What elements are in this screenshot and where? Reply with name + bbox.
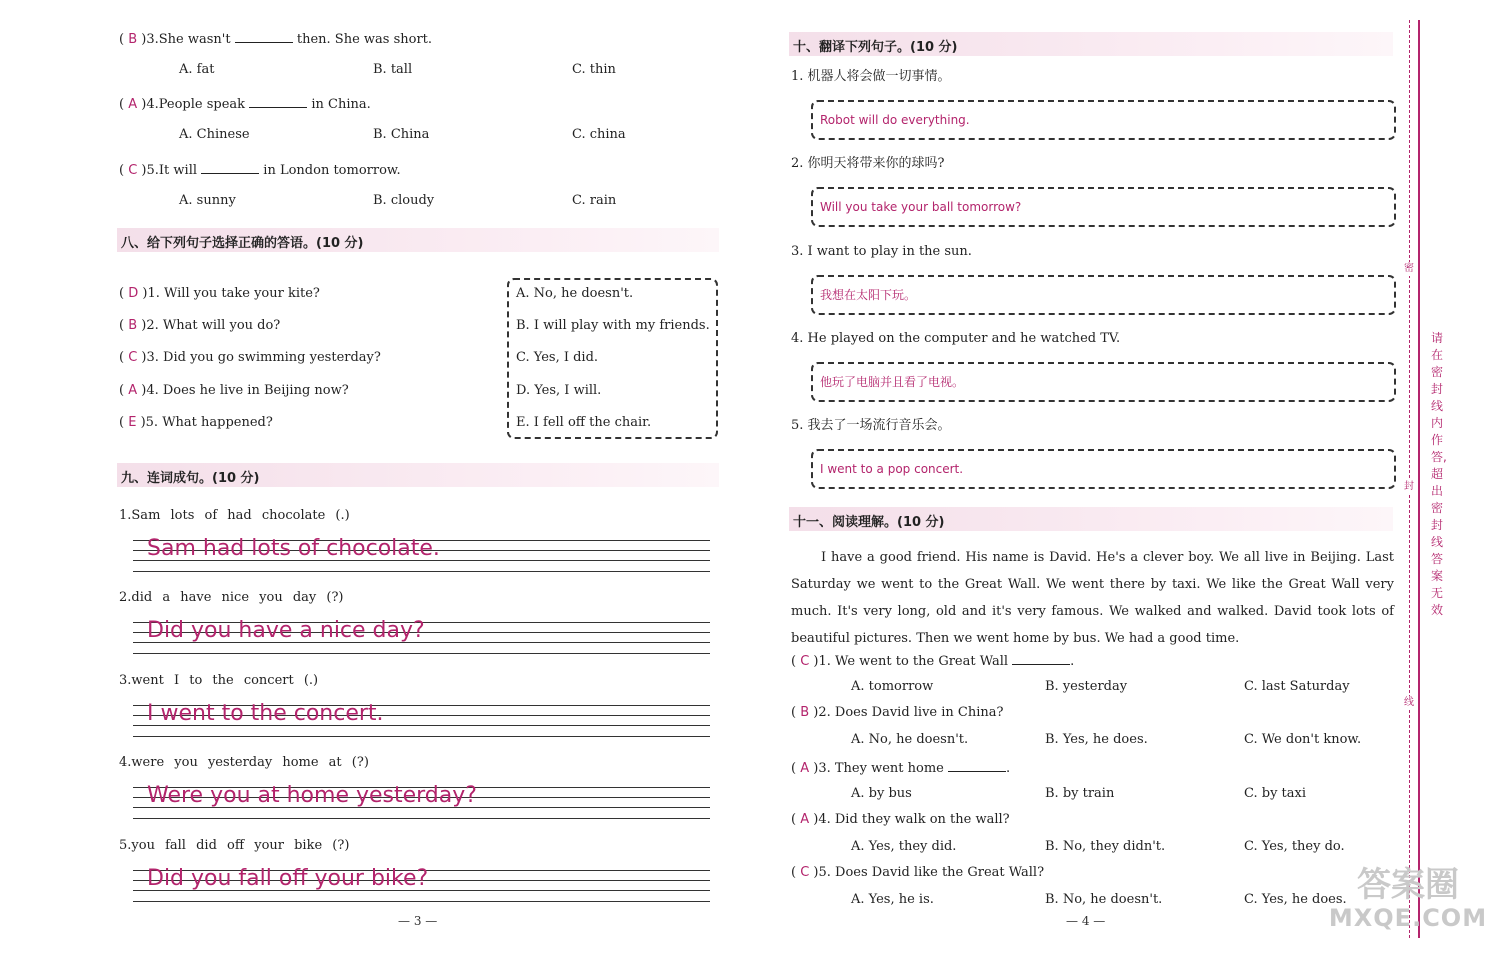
question-text: 3. Did you go swimming yesterday? — [146, 350, 381, 365]
match-question: ( D )1. Will you take your kite? — [119, 286, 320, 301]
question-text: 5. Does David like the Great Wall? — [818, 865, 1045, 880]
answer-letter: B — [128, 318, 138, 333]
translation-answer: Will you take your ball tomorrow? — [820, 200, 1022, 214]
scrambled-words: were you yesterday home at (?) — [131, 755, 369, 770]
reading-question: ( C )5. Does David like the Great Wall? — [791, 865, 1045, 880]
option: B. No, he doesn't. — [1045, 892, 1163, 907]
option: B. No, they didn't. — [1045, 839, 1166, 854]
question-text: 5. What happened? — [145, 415, 273, 430]
translate-prompt: 1. 机器人将会做一切事情。 — [791, 69, 951, 84]
option: A. fat — [179, 62, 215, 77]
question-end: . — [1006, 761, 1011, 776]
answer-letter: C — [800, 865, 810, 880]
reading-question: ( A )3. They went home . — [791, 761, 1011, 776]
answer-blank — [201, 161, 259, 174]
option: A. Chinese — [179, 127, 250, 142]
option: A. tomorrow — [851, 679, 934, 694]
option: A. Yes, they did. — [851, 839, 957, 854]
page-number: — 3 — — [398, 914, 438, 928]
answer-option: E. I fell off the chair. — [516, 415, 652, 430]
answer-letter: B — [800, 705, 810, 720]
answer-option: B. I will play with my friends. — [516, 318, 710, 333]
question-number: 4. — [146, 97, 159, 112]
passage-text: I have a good friend. His name is David. He's a clever boy. We all live in Beijing. Last Saturday we went to the Great Wall. We went there by taxi. We like the Great Wall very much. It's very long, old and it's very famous. We walked and walked. David took lots of beautiful pictures. Then we went home by bus. We had a good time. — [791, 550, 1394, 646]
seal-line — [1409, 20, 1410, 938]
translate-prompt: 5. 我去了一场流行音乐会。 — [791, 418, 951, 433]
translate-prompt: 4. He played on the computer and he watched TV. — [791, 331, 1121, 346]
section-9-header — [117, 463, 719, 487]
answer-blank — [249, 95, 307, 108]
question-number: 2. — [119, 590, 132, 605]
question-text-post: in London tomorrow. — [263, 163, 401, 178]
option: B. Yes, he does. — [1045, 732, 1148, 747]
question-text-pre: People speak — [158, 97, 246, 112]
translation-answer: Robot will do everything. — [820, 113, 970, 127]
option: C. rain — [572, 193, 617, 208]
writing-lines — [133, 618, 710, 656]
section-11-header — [789, 507, 1393, 531]
option: A. by bus — [851, 786, 912, 801]
option: C. Yes, they do. — [1244, 839, 1345, 854]
option: C. china — [572, 127, 626, 142]
question-text: 2. Does David live in China? — [818, 705, 1004, 720]
answer-option: C. Yes, I did. — [516, 350, 599, 365]
scrambled-words: did a have nice you day (?) — [131, 590, 344, 605]
page-number: — 4 — — [1066, 914, 1106, 928]
scrambled-words: went I to the concert (.) — [131, 673, 319, 688]
answer-blank — [1012, 652, 1070, 665]
option: C. We don't know. — [1244, 732, 1362, 747]
word-order-prompt — [119, 590, 344, 606]
answer-letter: E — [128, 415, 137, 430]
answer-letter: A — [800, 812, 810, 827]
watermark-line1: 答案圈 — [1357, 865, 1459, 905]
scrambled-words: you fall did off your bike (?) — [131, 838, 350, 853]
question-text-post: in China. — [311, 97, 371, 112]
match-question: ( E )5. What happened? — [119, 415, 273, 430]
question-number: 3. — [146, 32, 159, 47]
question-number: 5. — [119, 838, 132, 853]
handwritten-answer: Were you at home yesterday? — [147, 783, 477, 808]
option: A. Yes, he is. — [851, 892, 934, 907]
match-question: ( C )3. Did you go swimming yesterday? — [119, 350, 381, 365]
handwritten-answer: Sam had lots of chocolate. — [147, 536, 440, 561]
answer-letter: A — [128, 383, 138, 398]
word-order-prompt — [119, 673, 318, 689]
answer-option: D. Yes, I will. — [516, 383, 602, 398]
section-title: 十、翻译下列句子。(10 分) — [793, 40, 958, 55]
question-number: 1. — [119, 508, 132, 523]
match-question: ( B )2. What will you do? — [119, 318, 281, 333]
question-text: 1. We went to the Great Wall — [818, 654, 1009, 669]
option: B. China — [373, 127, 430, 142]
question-number: 3. — [119, 673, 132, 688]
option: B. cloudy — [373, 193, 435, 208]
option: C. Yes, he does. — [1244, 892, 1347, 907]
section-8-header — [117, 228, 719, 252]
option: B. by train — [1045, 786, 1115, 801]
option: A. No, he doesn't. — [851, 732, 969, 747]
question-end: . — [1070, 654, 1075, 669]
question-text: 2. What will you do? — [146, 318, 281, 333]
answer-letter: A — [128, 97, 138, 112]
question-text: 4. Did they walk on the wall? — [818, 812, 1010, 827]
word-order-prompt — [119, 508, 350, 524]
match-question: ( A )4. Does he live in Beijing now? — [119, 383, 349, 398]
section-title: 十一、阅读理解。(10 分) — [793, 515, 945, 530]
writing-lines — [133, 536, 710, 574]
scrambled-words: Sam lots of had chocolate (.) — [131, 508, 350, 523]
watermark-line2: MXQE.COM — [1328, 904, 1488, 932]
option: C. by taxi — [1244, 786, 1307, 801]
mc-question: ( C )5.It will in London tomorrow. — [119, 163, 401, 178]
question-number: 5. — [146, 163, 159, 178]
option: B. yesterday — [1045, 679, 1128, 694]
seal-char-3: 线 — [1404, 697, 1414, 708]
translation-answer: 我想在太阳下玩。 — [820, 288, 917, 302]
watermark-logo — [1322, 866, 1494, 932]
margin-warning-text: 请在密封线内作答,超出密封线答案无效 — [1431, 331, 1447, 617]
question-text-pre: It will — [158, 163, 198, 178]
handwritten-answer: I went to the concert. — [147, 701, 384, 726]
answer-option: A. No, he doesn't. — [516, 286, 634, 301]
writing-lines — [133, 866, 710, 904]
answer-blank — [948, 759, 1006, 772]
seal-char-1: 密 — [1404, 263, 1414, 274]
question-text: 1. Will you take your kite? — [147, 286, 320, 301]
margin-rule — [1418, 20, 1420, 938]
translate-prompt: 2. 你明天将带来你的球吗? — [791, 156, 945, 171]
answer-letter: B — [128, 32, 138, 47]
option: C. thin — [572, 62, 616, 77]
translation-answer: I went to a pop concert. — [820, 462, 964, 476]
reading-question: ( A )4. Did they walk on the wall? — [791, 812, 1010, 827]
reading-question: ( B )2. Does David live in China? — [791, 705, 1004, 720]
question-number: 4. — [119, 755, 132, 770]
option: A. sunny — [179, 193, 236, 208]
reading-passage — [791, 544, 1394, 652]
word-order-prompt — [119, 755, 369, 771]
answer-letter: C — [800, 654, 810, 669]
writing-lines — [133, 783, 710, 821]
answer-letter: D — [128, 286, 139, 301]
question-text: 4. Does he live in Beijing now? — [146, 383, 349, 398]
answer-letter: A — [800, 761, 810, 776]
option: B. tall — [373, 62, 413, 77]
translate-prompt: 3. I want to play in the sun. — [791, 244, 972, 259]
reading-question: ( C )1. We went to the Great Wall . — [791, 654, 1075, 669]
question-text-pre: She wasn't — [158, 32, 231, 47]
answer-blank — [235, 30, 293, 43]
mc-question: ( B )3.She wasn't then. She was short. — [119, 32, 433, 47]
answer-letter: C — [128, 350, 138, 365]
writing-lines — [133, 701, 710, 739]
option: C. last Saturday — [1244, 679, 1350, 694]
section-10-header — [789, 32, 1393, 56]
seal-char-2: 封 — [1404, 481, 1414, 492]
handwritten-answer: Did you have a nice day? — [147, 618, 425, 643]
question-text: 3. They went home — [818, 761, 944, 776]
section-title: 九、连词成句。(10 分) — [121, 471, 260, 486]
handwritten-answer: Did you fall off your bike? — [147, 866, 429, 891]
mc-question: ( A )4.People speak in China. — [119, 97, 371, 112]
answer-letter: C — [128, 163, 138, 178]
section-title: 八、给下列句子选择正确的答语。(10 分) — [121, 236, 364, 251]
question-text-post: then. She was short. — [296, 32, 433, 47]
word-order-prompt — [119, 838, 349, 854]
translation-answer: 他玩了电脑并且看了电视。 — [820, 375, 965, 389]
